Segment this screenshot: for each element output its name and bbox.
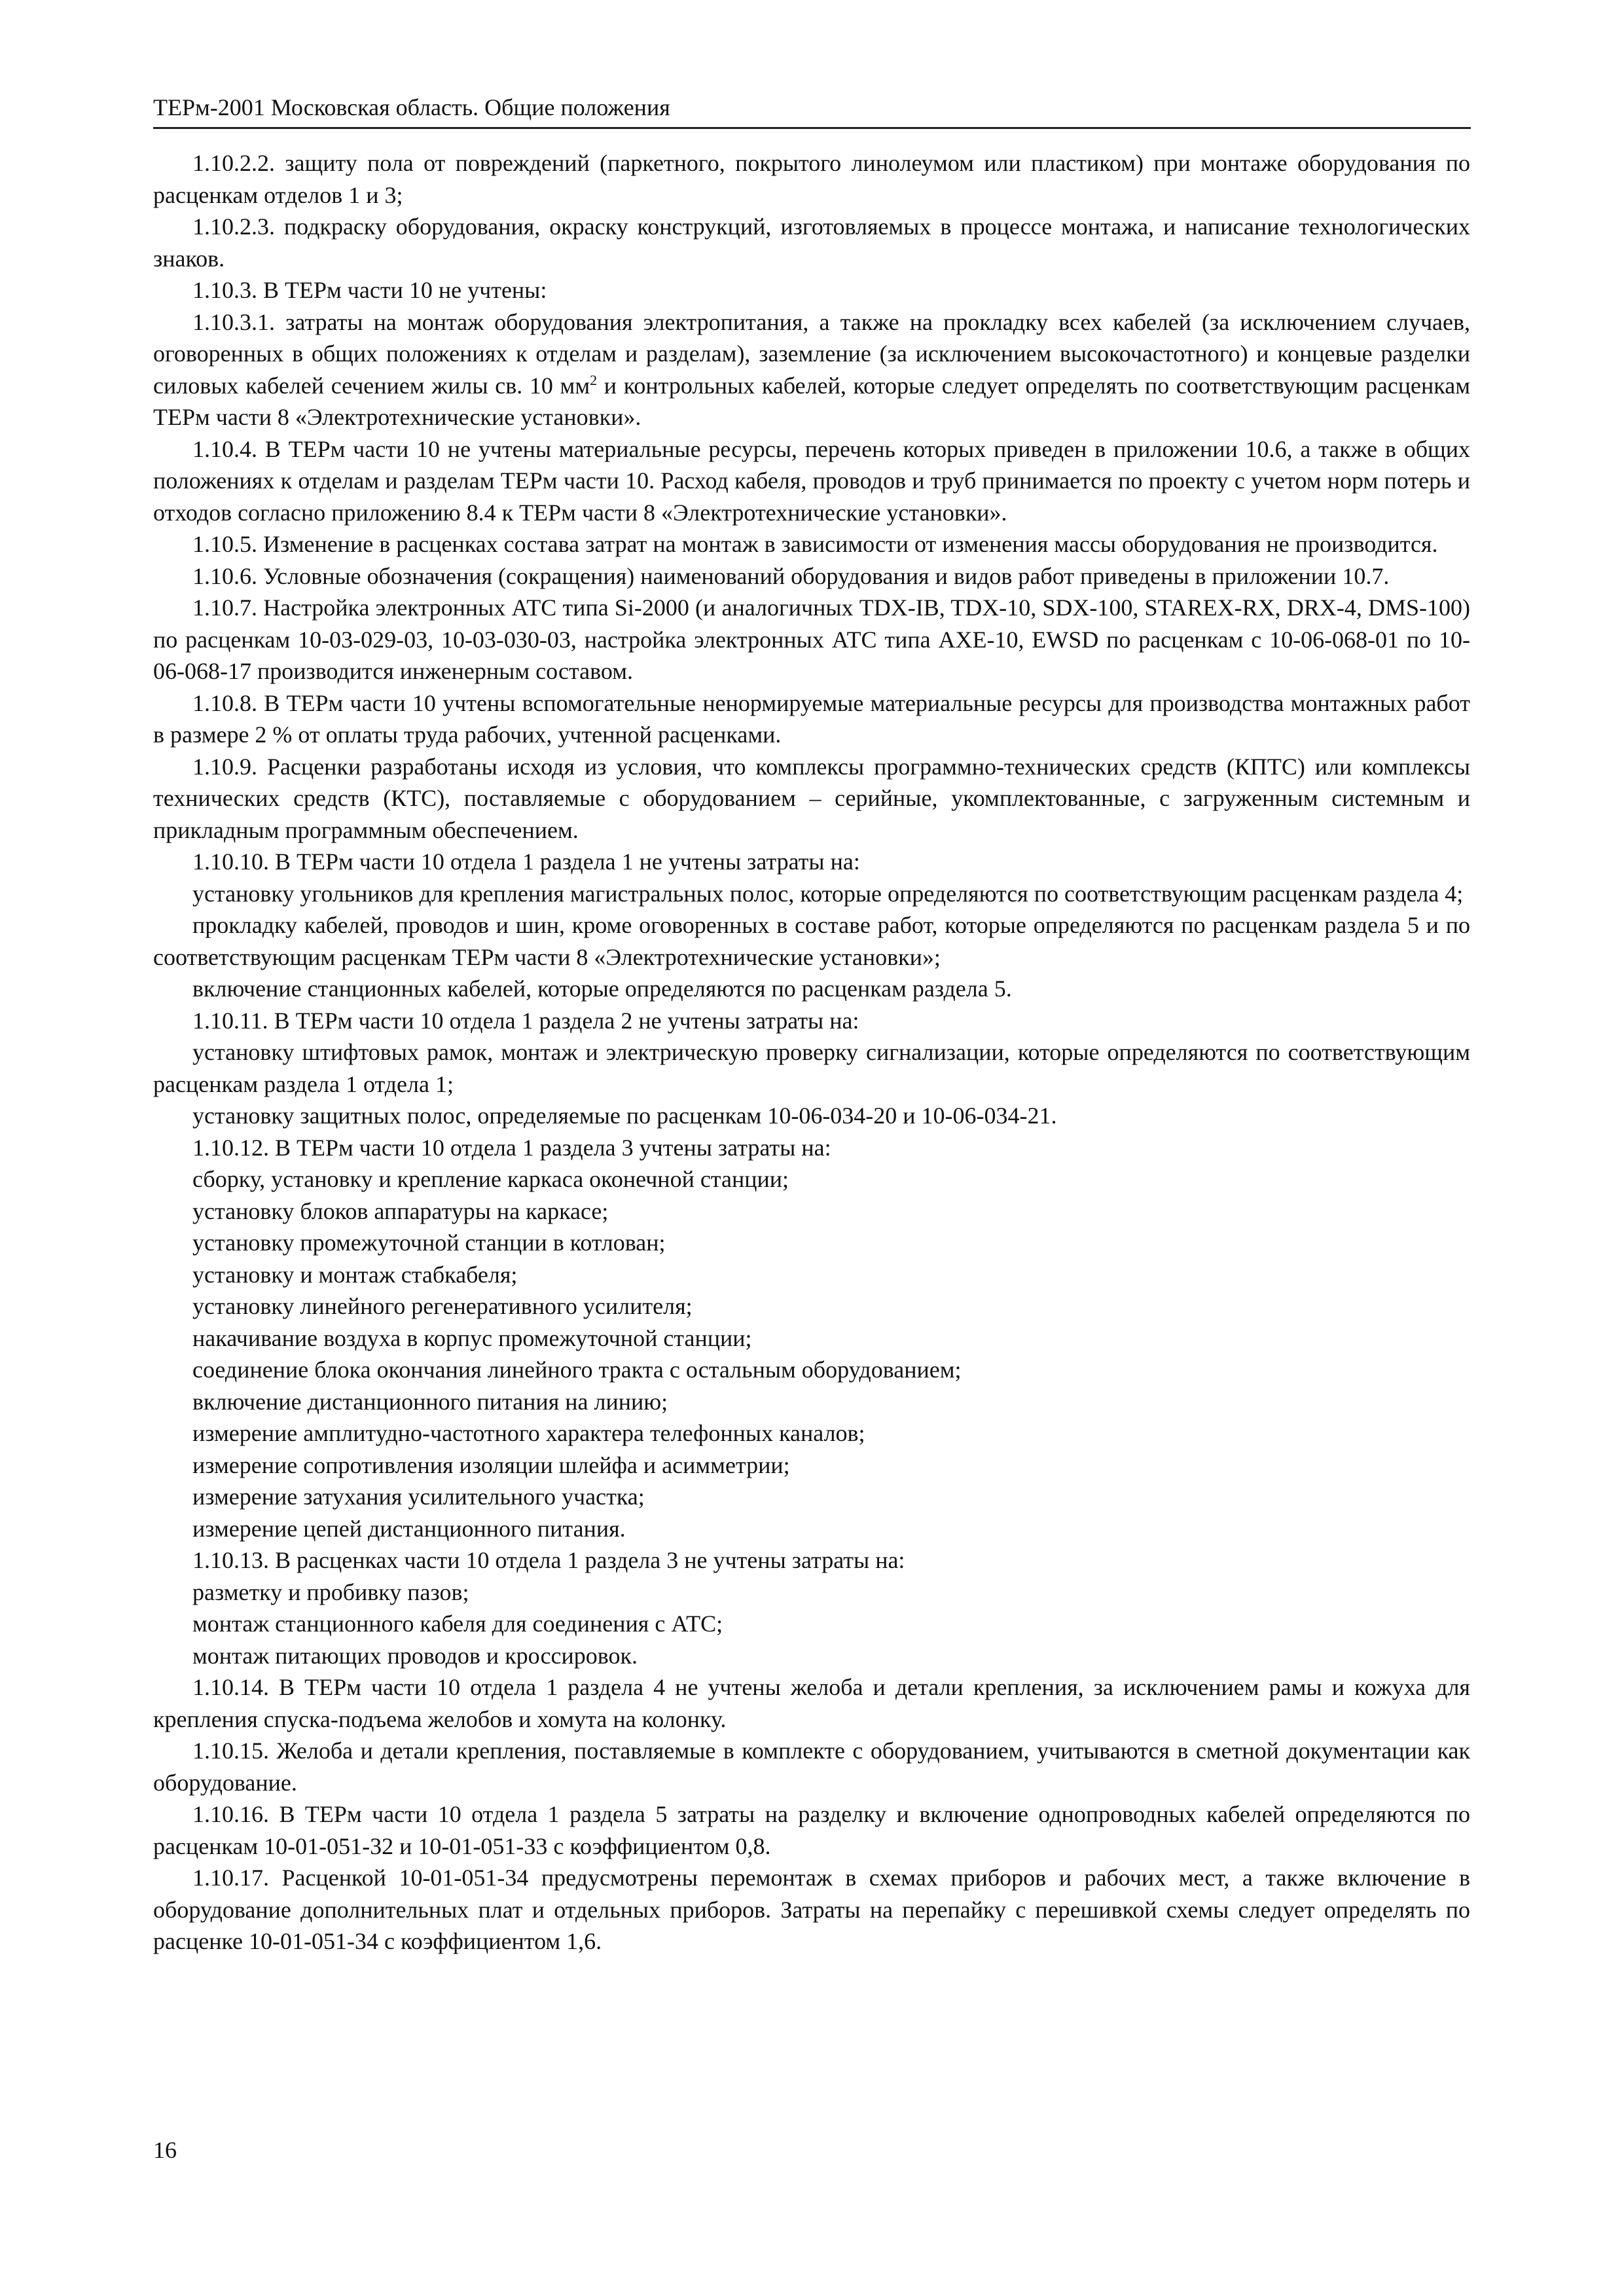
paragraph: 1.10.16. В ТЕРм части 10 отдела 1 раздела 5 затраты на разделку и включение однопроводных кабелей определяются по расценкам 10-01-051-32 и 10-01-051-33 с коэффициентом 0,8. bbox=[153, 1801, 1470, 1859]
page-header bbox=[153, 92, 1471, 129]
paragraph: установку блоков аппаратуры на каркасе; bbox=[192, 1197, 609, 1224]
paragraph: 1.10.13. В расценках части 10 отдела 1 раздела 3 не учтены затраты на: bbox=[192, 1547, 905, 1573]
paragraph: измерение амплитудно-частотного характера телефонных каналов; bbox=[192, 1420, 865, 1446]
paragraph: монтаж питающих проводов и кроссировок. bbox=[192, 1642, 638, 1669]
paragraph: соединение блока окончания линейного тракта с остальным оборудованием; bbox=[192, 1357, 962, 1383]
paragraph: разметку и пробивку пазов; bbox=[192, 1578, 469, 1605]
paragraph: сборку, установку и крепление каркаса оконечной станции; bbox=[192, 1166, 789, 1192]
paragraph: измерение сопротивления изоляции шлейфа и асимметрии; bbox=[192, 1451, 790, 1478]
paragraph: включение станционных кабелей, которые определяются по расценкам раздела 5. bbox=[192, 975, 1012, 1002]
paragraph: установку угольников для крепления магистральных полос, которые определяются по соответствующим расценкам раздела 4; bbox=[192, 880, 1464, 907]
paragraph: 1.10.8. В ТЕРм части 10 учтены вспомогательные ненормируемые материальные ресурсы для производства монтажных работ в размере 2 % от оплаты труда рабочих, учтенной расценками. bbox=[153, 689, 1470, 748]
paragraph: 1.10.2.2. защиту пола от повреждений (паркетного, покрытого линолеумом или пластиком) при монтаже оборудования по расценкам отделов 1 и 3; bbox=[153, 150, 1470, 208]
page-number: 16 bbox=[153, 2137, 177, 2163]
paragraph: установку и монтаж стабкабеля; bbox=[192, 1261, 518, 1288]
paragraph: 1.10.2.3. подкраску оборудования, окраску конструкций, изготовляемых в процессе монтажа, и написание технологических знаков. bbox=[153, 213, 1470, 272]
paragraph: 1.10.15. Желоба и детали крепления, поставляемые в комплекте с оборудованием, учитываются в сметной документации как оборудование. bbox=[153, 1738, 1470, 1796]
paragraph: измерение затухания усилительного участка; bbox=[192, 1484, 645, 1510]
document-title: ТЕРм-2001 Московская область. Общие положения bbox=[153, 94, 670, 120]
paragraph: 1.10.5. Изменение в расценках состава затрат на монтаж в зависимости от изменения массы оборудования не производится. bbox=[192, 531, 1438, 557]
paragraph: 1.10.10. В ТЕРм части 10 отдела 1 раздела 1 не учтены затраты на: bbox=[192, 848, 860, 875]
paragraph: 1.10.3. В ТЕРм части 10 не учтены: bbox=[192, 277, 547, 303]
paragraph-text: и контрольных кабелей, которые следует определять по соответствующим расценкам ТЕРм части 8 «Электротехнические установки». bbox=[153, 372, 1470, 430]
superscript: 2 bbox=[590, 371, 598, 388]
paragraph: измерение цепей дистанционного питания. bbox=[192, 1515, 626, 1542]
paragraph: 1.10.17. Расценкой 10-01-051-34 предусмотрены перемонтаж в схемах приборов и рабочих мест, а также включение в оборудование дополнительных плат и отдельных приборов. Затраты на перепайку с перешивкой схемы следует определять по расценке 10-01-051-34 с коэффициентом 1,6. bbox=[153, 1865, 1470, 1954]
paragraph: 1.10.6. Условные обозначения (сокращения) наименований оборудования и видов работ приведены в приложении 10.7. bbox=[192, 562, 1390, 589]
paragraph: прокладку кабелей, проводов и шин, кроме оговоренных в составе работ, которые определяются по расценкам раздела 5 и по соответствующим расценкам ТЕРм части 8 «Электротехнические установки»; bbox=[153, 912, 1470, 970]
paragraph: 1.10.11. В ТЕРм части 10 отдела 1 раздела 2 не учтены затраты на: bbox=[192, 1007, 859, 1034]
paragraph: 1.10.12. В ТЕРм части 10 отдела 1 раздела 3 учтены затраты на: bbox=[192, 1134, 831, 1161]
paragraph: 1.10.9. Расценки разработаны исходя из условия, что комплексы программно-технических средств (КПТС) или комплексы технических средств (КТС), поставляемые с оборудованием – серийные, укомплектованные, с загруженным системным и прикладным программным обеспечением. bbox=[153, 753, 1470, 843]
paragraph: 1.10.14. В ТЕРм части 10 отдела 1 раздела 4 не учтены желоба и детали крепления, за исключением рамы и кожуха для крепления спуска-подъема желобов и хомута на колонку. bbox=[153, 1674, 1470, 1732]
paragraph: установку штифтовых рамок, монтаж и электрическую проверку сигнализации, которые определяются по соответствующим расценкам раздела 1 отдела 1; bbox=[153, 1039, 1470, 1097]
paragraph: 1.10.4. В ТЕРм части 10 не учтены материальные ресурсы, перечень которых приведен в приложении 10.6, а также в общих положениях к отделам и разделам ТЕРм части 10. Расход кабеля, проводов и труб принимается по проекту с учетом норм потерь и отходов согласно приложению 8.4 к ТЕРм части 8 «Электротехнические установки». bbox=[153, 435, 1470, 526]
paragraph-text: 1.10.3.1. затраты на монтаж оборудования электропитания, а также на прокладку всех кабелей (за исключением случаев, оговоренных в общих положениях к отделам и разделам), заземление (за исключением высокочастотного) и концевые разделки силовых кабелей сечением жилы св. 10 мм bbox=[153, 308, 1470, 399]
paragraph: накачивание воздуха в корпус промежуточной станции; bbox=[192, 1324, 752, 1351]
paragraph-1-10-3-1 bbox=[153, 306, 1470, 433]
paragraph: монтаж станционного кабеля для соединения с АТС; bbox=[192, 1611, 723, 1637]
paragraph: включение дистанционного питания на линию; bbox=[192, 1388, 668, 1415]
document-body bbox=[153, 147, 1470, 1958]
paragraph: 1.10.7. Настройка электронных АТС типа Si-2000 (и аналогичных TDX-IB, TDX-10, SDX-100, STAREX-RX, DRX-4, DMS-100) по расценкам 10-03-029-03, 10-03-030-03, настройка электронных АТС типа AXE-10, EWSD по расценкам с 10-06-068-01 по 10-06-068-17 производится инженерным составом. bbox=[153, 594, 1470, 684]
paragraph: установку промежуточной станции в котлован; bbox=[192, 1230, 666, 1256]
paragraph: установку защитных полос, определяемые по расценкам 10-06-034-20 и 10-06-034-21. bbox=[192, 1102, 1057, 1129]
paragraph: установку линейного регенеративного усилителя; bbox=[192, 1293, 693, 1319]
